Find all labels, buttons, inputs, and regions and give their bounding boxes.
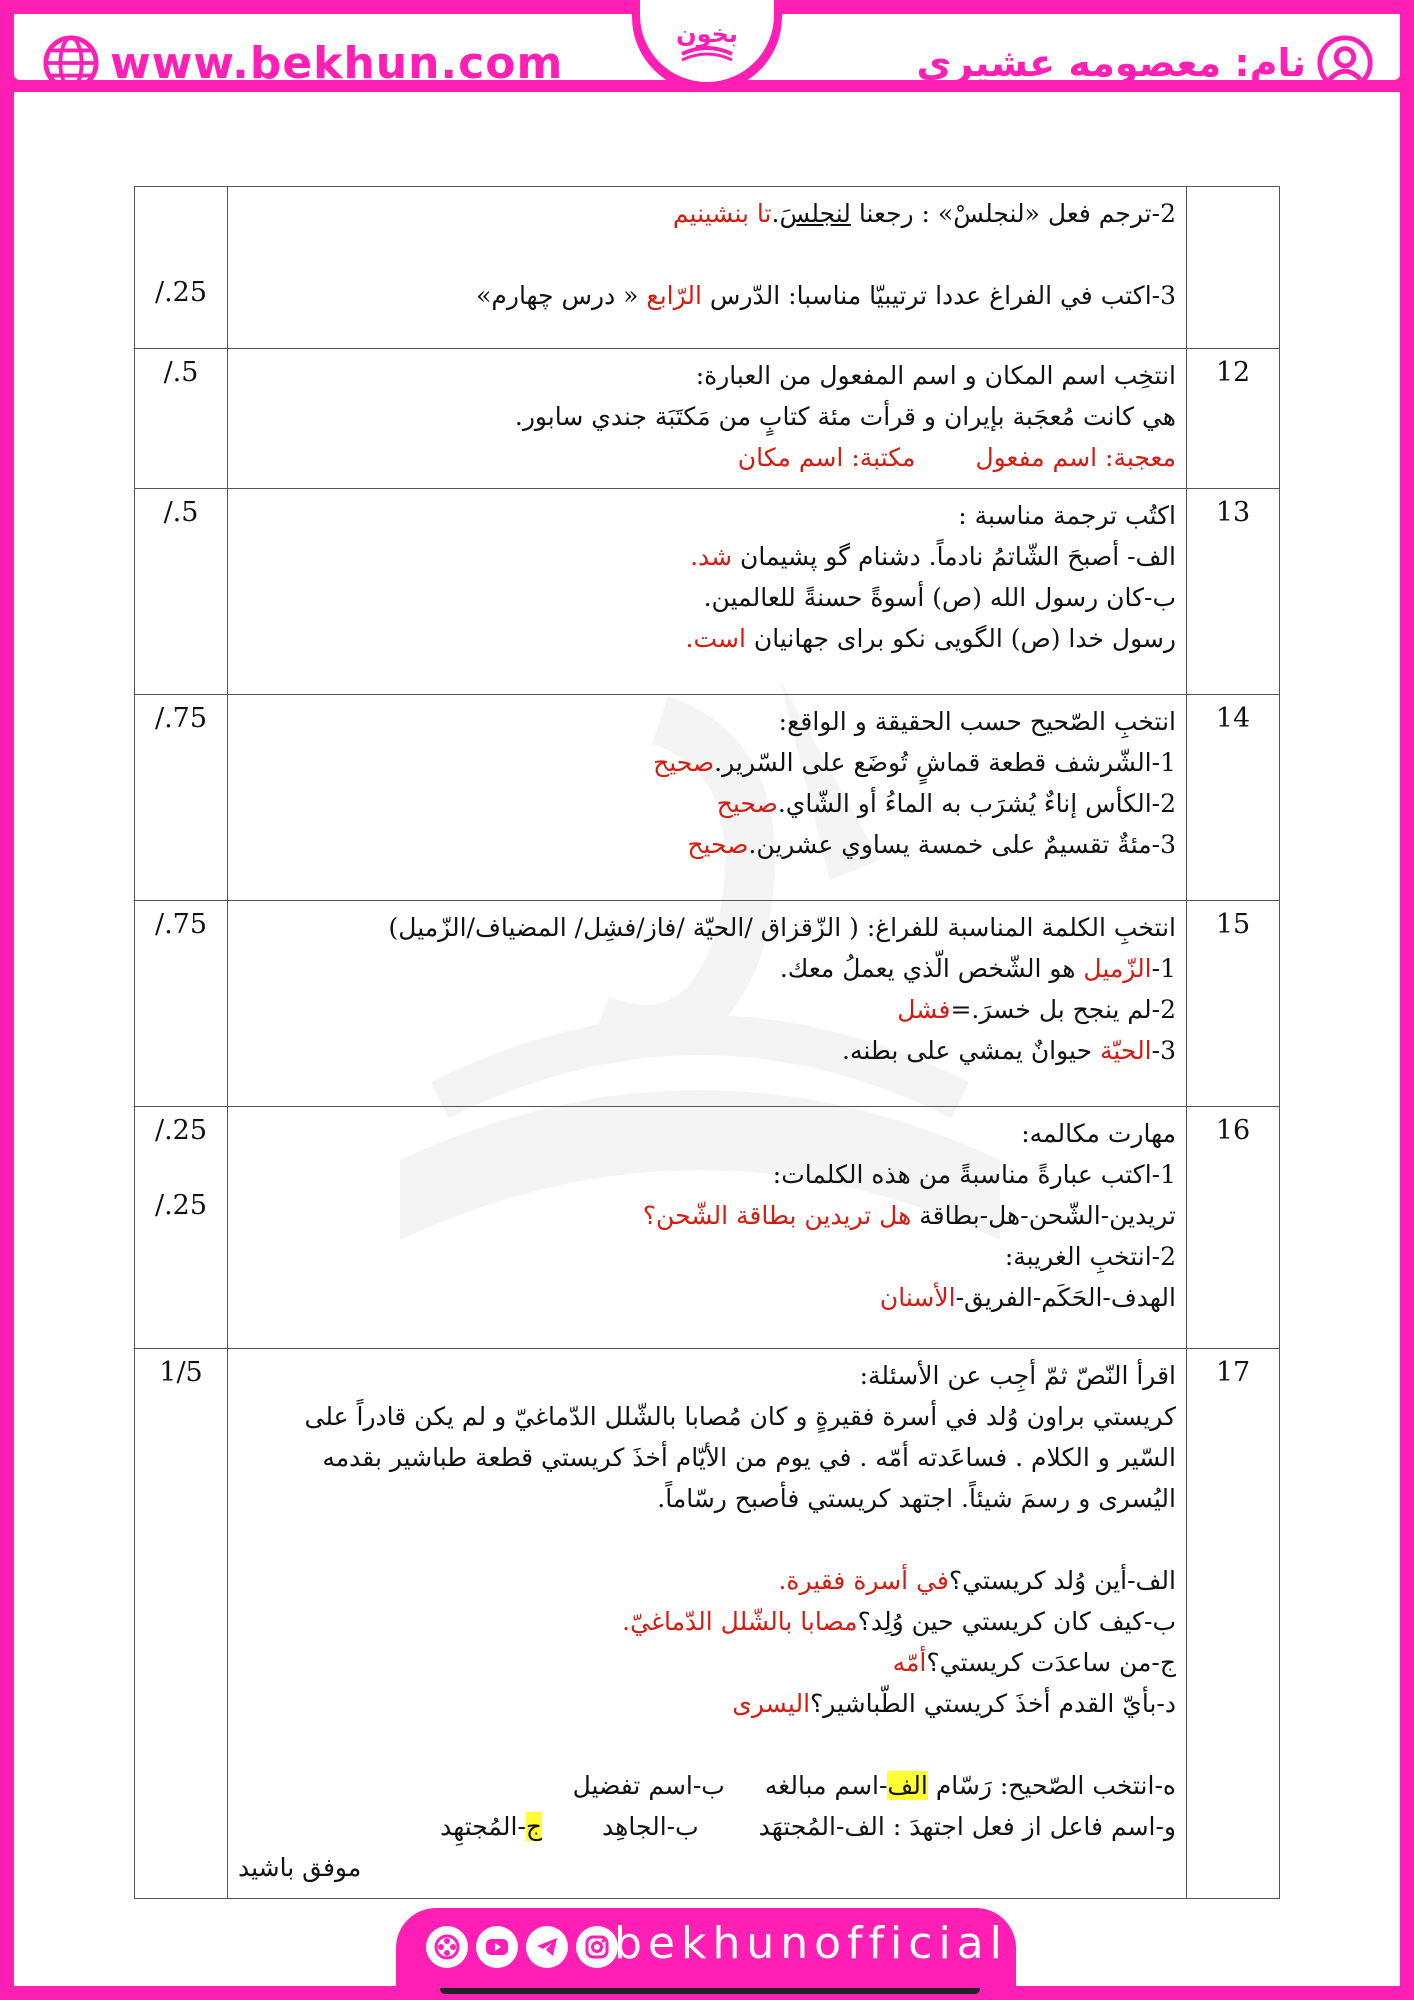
exam-table <box>134 186 1280 1899</box>
question-line <box>238 1560 1176 1601</box>
question-number: 16 <box>1187 1107 1280 1349</box>
answer-text: هل تريدين بطاقة الشّحن؟ <box>642 1201 912 1230</box>
question-line <box>238 1236 1176 1277</box>
question-score <box>135 187 228 349</box>
question-number: 15 <box>1187 901 1280 1107</box>
question-line <box>238 1519 1176 1560</box>
question-line <box>238 396 1176 437</box>
social-handle[interactable]: bekhunofficial <box>614 1918 1008 1969</box>
text-segment: اكتُب ترجمة مناسبة : <box>958 501 1176 530</box>
question-line <box>238 536 1176 577</box>
text-segment: -المُجتهِد <box>440 1812 526 1841</box>
question-line <box>238 1806 1176 1847</box>
text-segment: كريستي براون وُلد في أسرة فقيرةٍ و كان مُصابا بالشّلل الدّماغيّ و لم يكن قادراً على <box>304 1402 1176 1431</box>
answer-text: اليسرى <box>732 1689 811 1718</box>
question-line <box>238 1601 1176 1642</box>
text-segment: ج-من ساعدَت كريستي؟ <box>926 1648 1176 1677</box>
answer-text: الزّميل <box>1083 954 1152 983</box>
question-line <box>238 989 1176 1030</box>
question-line <box>238 907 1176 948</box>
text-segment: انتخبِ الصّحيح حسب الحقيقة و الواقع: <box>778 707 1176 736</box>
highlighted-choice: ج <box>525 1812 543 1841</box>
score-value: /.75 <box>154 703 208 734</box>
text-segment: تريدين-الشّحن-هل-بطاقة <box>911 1201 1176 1230</box>
question-line <box>238 495 1176 536</box>
question-line <box>238 1277 1176 1318</box>
answer-text: مكتبة: اسم مكان <box>737 443 916 472</box>
question-line <box>238 1642 1176 1683</box>
question-line <box>238 1355 1176 1396</box>
text-segment: . <box>771 199 780 228</box>
question-line <box>238 1683 1176 1724</box>
question-line <box>238 355 1176 396</box>
question-line <box>238 618 1176 659</box>
question-line <box>238 275 1176 316</box>
closing-note: موفق باشيد <box>238 1853 362 1882</box>
text-segment: 3-مئةٌ تقسيمٌ على خمسة يساوي عشرين. <box>748 830 1176 859</box>
text-segment: 2-الكأس إناءٌ يُشرَب به الماءُ أو الشّاي. <box>777 789 1176 818</box>
text-segment: هو الشّخص الّذي يعملُ معك. <box>779 954 1084 983</box>
question-row <box>135 901 1280 1107</box>
question-line <box>238 701 1176 742</box>
question-score <box>135 489 228 695</box>
globe-icon <box>42 34 100 92</box>
question-number: 14 <box>1187 695 1280 901</box>
question-score <box>135 695 228 901</box>
question-row <box>135 1349 1280 1899</box>
question-body <box>228 695 1187 901</box>
text-segment: 3-اكتب في الفراغ عددا ترتيبيّا مناسبا: الدّرس <box>701 281 1176 310</box>
answer-text: مصابا بالشّلل الدّماغيّ. <box>622 1607 858 1636</box>
question-row <box>135 349 1280 489</box>
question-line <box>238 437 1176 478</box>
question-score <box>135 1349 228 1899</box>
telegram-icon[interactable] <box>526 1926 568 1968</box>
question-line <box>238 193 1176 234</box>
question-body <box>228 1349 1187 1899</box>
question-number: 13 <box>1187 489 1280 695</box>
instagram-icon[interactable] <box>576 1926 618 1968</box>
text-segment: د-بأيّ القدم أخذَ كريستي الطّباشير؟ <box>810 1689 1176 1718</box>
text-segment: 2-ترجم فعل «لنجلسْ» : رجعنا <box>850 199 1176 228</box>
score-value: /.25 <box>154 1115 208 1146</box>
text-segment: حيوانٌ يمشي على بطنه. <box>842 1036 1100 1065</box>
text-segment: اقرأ النّصّ ثمّ أجِب عن الأسئلة: <box>859 1361 1176 1390</box>
question-number: 17 <box>1187 1349 1280 1899</box>
social-icons <box>426 1926 618 1968</box>
footer-bar <box>396 1908 1016 1988</box>
text-segment: الف- أصبحَ الشّاتمُ نادماً. دشنام گو پشیمان <box>732 542 1176 571</box>
text-segment: ب-كان رسول الله (ص) أسوةً حسنةً للعالمين. <box>703 583 1176 612</box>
question-line <box>238 1030 1176 1071</box>
website-url[interactable]: www.bekhun.com <box>110 37 564 89</box>
text-segment: انتخِب اسم المكان و اسم المفعول من العبارة: <box>695 361 1176 390</box>
text-segment: 2-انتخبِ الغريبة: <box>1004 1242 1176 1271</box>
answer-text: في أسرة فقيرة. <box>778 1566 949 1595</box>
text-segment: مهارت مكالمه: <box>1021 1119 1176 1148</box>
text-segment: 1- <box>1151 954 1176 983</box>
text-segment: 2-لم ينجح بل خسرَ.= <box>950 995 1176 1024</box>
text-segment: السّير و الكلام . فساعَدته أمّه . في يوم من الأيّام أخذَ كريستي قطعة طباشير بقدمه <box>322 1443 1176 1472</box>
score-value: /.25 <box>154 277 208 308</box>
question-line <box>238 1765 1176 1806</box>
text-segment: 1-الشّرشف قطعة قماشٍ تُوضَع على السّرير. <box>714 748 1176 777</box>
answer-text: الأسنان <box>879 1283 956 1312</box>
answer-text: معجبة: اسم مفعول <box>975 443 1176 472</box>
question-line <box>238 1396 1176 1437</box>
question-line <box>238 1154 1176 1195</box>
book-logo-icon <box>672 6 742 76</box>
question-body <box>228 349 1187 489</box>
answer-text: أمّه <box>892 1648 927 1677</box>
question-line <box>238 1437 1176 1478</box>
aparat-icon[interactable] <box>426 1926 468 1968</box>
text-segment: ب-اسم تفضيل <box>572 1771 725 1800</box>
question-line <box>238 577 1176 618</box>
question-number: 12 <box>1187 349 1280 489</box>
question-body <box>228 1107 1187 1349</box>
question-line <box>238 1195 1176 1236</box>
text-segment: « درس چهارم» <box>476 281 647 310</box>
text-segment: ب-كيف كان كريستي حين وُلِد؟ <box>857 1607 1176 1636</box>
text-segment: لنجلسَ <box>779 199 851 228</box>
youtube-icon[interactable] <box>476 1926 518 1968</box>
text-segment: اليُسرى و رسمَ شيئاً. اجتهد كريستي فأصبح رسّاماً. <box>657 1484 1176 1513</box>
text-segment: ه-انتخب الصّحيح: رَسّام <box>927 1771 1176 1800</box>
score-value-2: /.25 <box>154 1190 208 1221</box>
question-line <box>238 1113 1176 1154</box>
text-segment: و-اسم فاعل از فعل اجتهدَ : الف-المُجتهَد <box>758 1812 1176 1841</box>
question-line <box>238 948 1176 989</box>
question-row <box>135 695 1280 901</box>
answer-text: صحيح <box>653 748 715 777</box>
answer-text: صحيح <box>687 830 749 859</box>
question-score <box>135 901 228 1107</box>
question-line <box>238 234 1176 275</box>
student-name-block <box>917 34 1374 92</box>
question-number <box>1187 187 1280 349</box>
question-row <box>135 187 1280 349</box>
text-segment: الهدف-الحَكَم-الفريق- <box>955 1283 1176 1312</box>
answer-text: شد. <box>690 542 733 571</box>
text-segment: رسول خدا (ص) الگویی نکو برای جهانیان <box>745 624 1176 653</box>
answer-text: صحيح <box>716 789 778 818</box>
score-value: /.5 <box>163 497 199 528</box>
question-line <box>238 1478 1176 1519</box>
question-line <box>238 783 1176 824</box>
answer-text: فشل <box>897 995 951 1024</box>
question-score <box>135 1107 228 1349</box>
text-segment: 3- <box>1151 1036 1176 1065</box>
text-segment: هي كانت مُعجَبة بإيران و قرأت مئة كتابٍ من مَكتَبَة جندي سابور. <box>514 402 1176 431</box>
question-body <box>228 489 1187 695</box>
question-body <box>228 901 1187 1107</box>
question-row <box>135 489 1280 695</box>
question-line <box>238 742 1176 783</box>
answer-text: الرّابع <box>646 281 702 310</box>
question-line <box>238 1724 1176 1765</box>
question-row <box>135 1107 1280 1349</box>
question-body <box>228 187 1187 349</box>
question-line <box>238 824 1176 865</box>
text-segment: ب-الجاهِد <box>602 1812 699 1841</box>
text-segment: -اسم مبالغه <box>764 1771 888 1800</box>
question-score <box>135 349 228 489</box>
answer-text: الحيّة <box>1099 1036 1152 1065</box>
score-value: 1/5 <box>159 1357 203 1388</box>
text-segment: الف-أين وُلد كريستي؟ <box>948 1566 1176 1595</box>
answer-text: تا بنشینیم <box>672 199 772 228</box>
answer-text: است. <box>685 624 746 653</box>
student-name: نام: معصومه عشیری <box>916 41 1306 85</box>
text-segment: انتخبِ الكلمة المناسبة للفراغ: ( الزّقزاق /الحيّة /فاز/فشِل/ المضياف/الزّميل) <box>388 913 1176 942</box>
text-segment: 1-اكتب عبارةً مناسبةً من هذه الكلمات: <box>772 1160 1176 1189</box>
question-line <box>238 1847 1176 1888</box>
score-value: /.75 <box>154 909 208 940</box>
score-value: /.5 <box>163 357 199 388</box>
highlighted-choice: الف <box>887 1771 928 1800</box>
svg-text:بخون: بخون <box>676 20 738 48</box>
user-icon <box>1316 34 1374 92</box>
website-link[interactable] <box>42 34 563 92</box>
